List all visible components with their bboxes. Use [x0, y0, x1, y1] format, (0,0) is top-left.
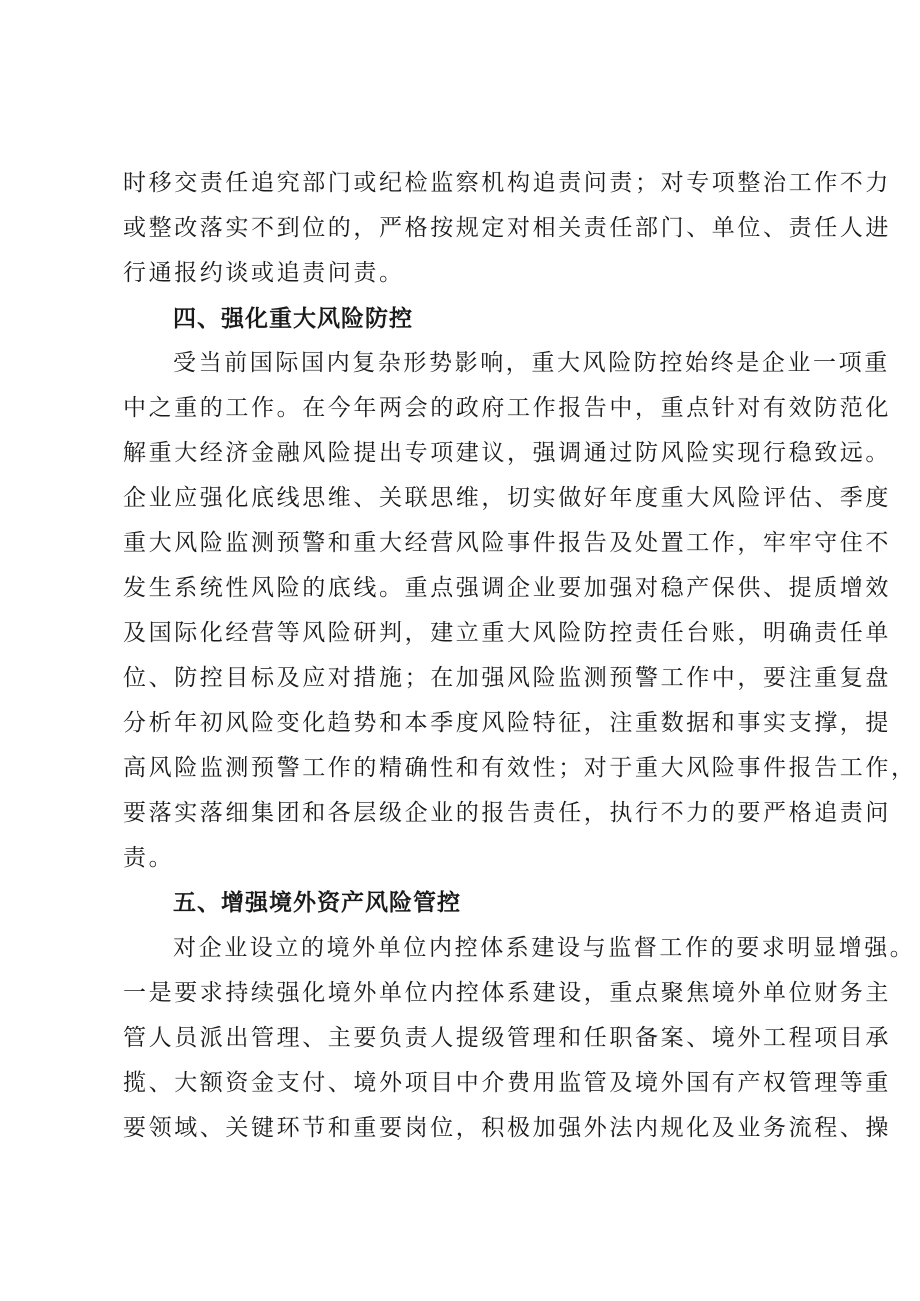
paragraph-line: 位、防控目标及应对措施；在加强风险监测预警工作中，要注重复盘	[123, 665, 891, 691]
paragraph-line: 中之重的工作。在今年两会的政府工作报告中，重点针对有效防范化	[123, 395, 891, 421]
paragraph-line: 高风险监测预警工作的精确性和有效性；对于重大风险事件报告工作，	[123, 755, 917, 781]
section-heading: 四、强化重大风险防控	[173, 306, 413, 332]
paragraph-line: 重大风险监测预警和重大经营风险事件报告及处置工作，牢牢守住不	[123, 530, 891, 556]
paragraph-line: 行通报约谈或追责问责。	[123, 260, 405, 286]
paragraph-line: 解重大经济金融风险提出专项建议，强调通过防风险实现行稳致远。	[123, 440, 891, 466]
paragraph-line: 分析年初风险变化趋势和本季度风险特征，注重数据和事实支撑，提	[123, 710, 891, 736]
paragraph-line: 发生系统性风险的底线。重点强调企业要加强对稳产保供、提质增效	[123, 575, 891, 601]
paragraph-line: 受当前国际国内复杂形势影响，重大风险防控始终是企业一项重	[173, 350, 890, 376]
paragraph-line: 责。	[123, 845, 175, 871]
paragraph-line: 或整改落实不到位的，严格按规定对相关责任部门、单位、责任人进	[123, 215, 891, 241]
paragraph-line: 管人员派出管理、主要负责人提级管理和任职备案、境外工程项目承	[123, 1025, 891, 1051]
paragraph-line: 要领域、关键环节和重要岗位，积极加强外法内规化及业务流程、操	[123, 1115, 891, 1141]
paragraph-line: 一是要求持续强化境外单位内控体系建设，重点聚焦境外单位财务主	[123, 980, 891, 1006]
section-heading: 五、增强境外资产风险管控	[173, 890, 461, 916]
paragraph-line: 及国际化经营等风险研判，建立重大风险防控责任台账，明确责任单	[123, 620, 891, 646]
paragraph-line: 揽、大额资金支付、境外项目中介费用监管及境外国有产权管理等重	[123, 1070, 891, 1096]
paragraph-line: 时移交责任追究部门或纪检监察机构追责问责；对专项整治工作不力	[123, 170, 891, 196]
paragraph-line: 要落实落细集团和各层级企业的报告责任，执行不力的要严格追责问	[123, 800, 891, 826]
paragraph-line: 对企业设立的境外单位内控体系建设与监督工作的要求明显增强。	[173, 935, 916, 961]
paragraph-line: 企业应强化底线思维、关联思维，切实做好年度重大风险评估、季度	[123, 485, 891, 511]
